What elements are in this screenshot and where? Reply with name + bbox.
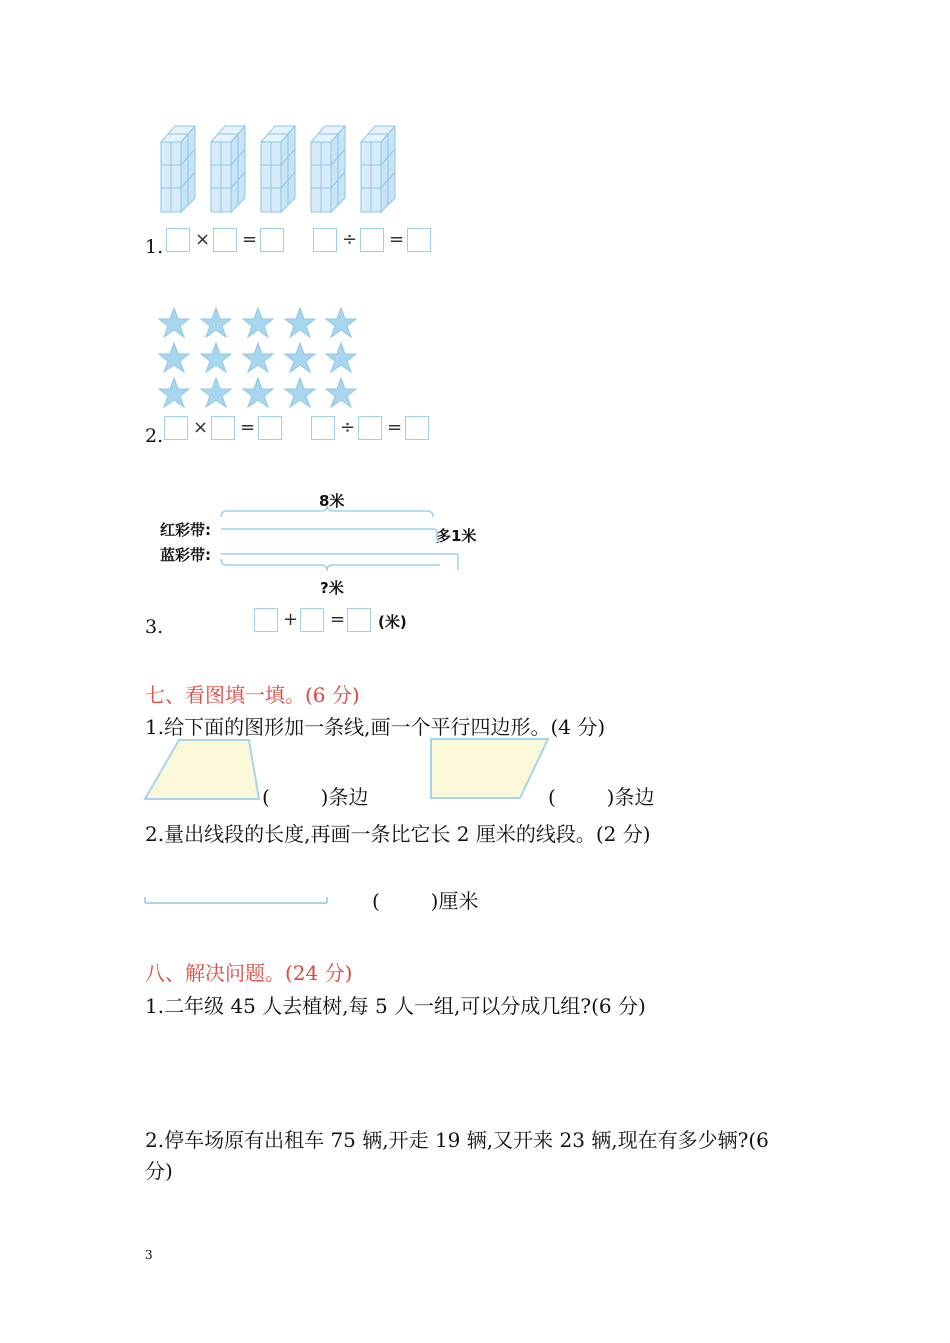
section-7-question-1: 1.给下面的图形加一条线,画一个平行四边形。(4 分) xyxy=(145,715,606,739)
section-8-title: 八、解决问题。(24 分) xyxy=(145,961,353,985)
q3-number: 3. xyxy=(145,616,164,638)
q3-equals-sign: = xyxy=(330,609,346,630)
q1-number: 1. xyxy=(145,236,164,258)
line-segment xyxy=(143,890,331,906)
right-trapezoid-shape[interactable] xyxy=(429,737,551,801)
section-7-title: 七、看图填一填。(6 分) xyxy=(145,683,360,707)
q2-number: 2. xyxy=(145,425,164,447)
right-brace-extension xyxy=(430,520,465,570)
q1-answer-box-1[interactable] xyxy=(166,228,190,252)
q3-red-ribbon-label: 红彩带: xyxy=(160,521,211,539)
segment-length-answer[interactable]: ( )厘米 xyxy=(372,889,479,913)
q3-answer-box-1[interactable] xyxy=(254,608,278,632)
section-7-question-2: 2.量出线段的长度,再画一条比它长 2 厘米的线段。(2 分) xyxy=(145,822,651,846)
page-number: 3 xyxy=(145,1248,153,1262)
q2-answer-box-2[interactable] xyxy=(211,416,235,440)
q2-answer-box-6[interactable] xyxy=(405,416,429,440)
q3-plus-sign: + xyxy=(283,609,299,630)
q2-answer-box-4[interactable] xyxy=(311,416,335,440)
section-8-question-2-line-1: 2.停车场原有出租车 75 辆,开走 19 辆,又开来 23 辆,现在有多少辆?(6 xyxy=(145,1128,769,1152)
cube-stacks-illustration xyxy=(155,122,410,217)
q1-answer-box-4[interactable] xyxy=(313,228,337,252)
trapezoid-shape[interactable] xyxy=(143,738,261,802)
q3-answer-box-2[interactable] xyxy=(300,608,324,632)
trapezoid-sides-answer[interactable]: ( )条边 xyxy=(262,785,369,809)
q1-divide-sign: ÷ xyxy=(342,229,358,250)
q2-answer-box-5[interactable] xyxy=(358,416,382,440)
q1-answer-box-5[interactable] xyxy=(360,228,384,252)
q1-equals-sign-2: = xyxy=(389,229,405,250)
q2-multiply-sign: × xyxy=(193,417,209,438)
q2-divide-sign: ÷ xyxy=(340,417,356,438)
q1-equals-sign-1: = xyxy=(242,229,258,250)
section-8-question-2-line-2: 分) xyxy=(145,1159,173,1183)
ribbon-diagram xyxy=(215,505,440,575)
q1-multiply-sign: × xyxy=(195,229,211,250)
section-8-question-1: 1.二年级 45 人去植树,每 5 人一组,可以分成几组?(6 分) xyxy=(145,994,646,1018)
q3-answer-box-3[interactable] xyxy=(347,608,371,632)
q1-answer-box-3[interactable] xyxy=(260,228,284,252)
q2-equals-sign-1: = xyxy=(240,417,256,438)
q3-more-label: 多1米 xyxy=(436,527,477,545)
right-trapezoid-sides-answer[interactable]: ( )条边 xyxy=(548,785,655,809)
q1-answer-box-6[interactable] xyxy=(407,228,431,252)
q2-equals-sign-2: = xyxy=(387,417,403,438)
q3-unit: (米) xyxy=(378,613,407,631)
q3-top-label: 8米 xyxy=(319,492,345,510)
q1-answer-box-2[interactable] xyxy=(213,228,237,252)
stars-illustration xyxy=(158,307,363,411)
q3-bottom-label: ?米 xyxy=(320,579,344,597)
q3-blue-ribbon-label: 蓝彩带: xyxy=(160,546,211,564)
q2-answer-box-1[interactable] xyxy=(164,416,188,440)
q2-answer-box-3[interactable] xyxy=(258,416,282,440)
